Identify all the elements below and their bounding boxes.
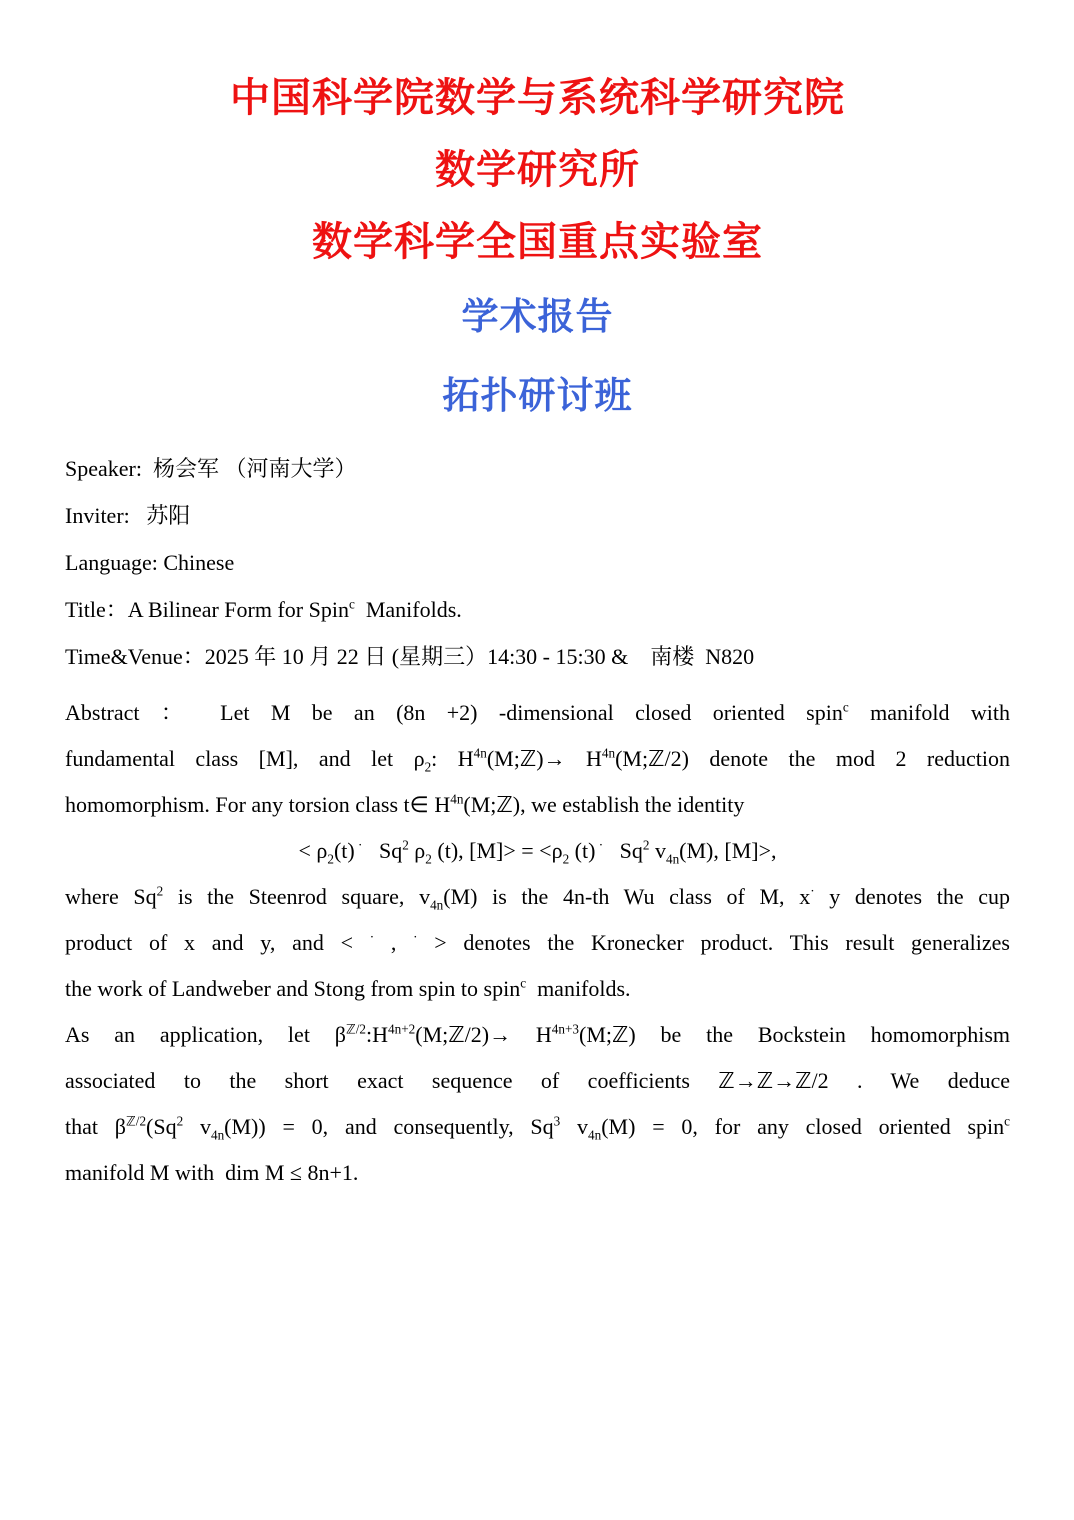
heading-academic-report: 学术报告 [461,297,614,338]
heading-laboratory: 数学科学全国重点实验室 [312,219,763,264]
abstract-line-3: homomorphism. For any torsion class t∈ $H^{4n}(M;ℤ)$, we establish the identity [65,791,745,817]
bilinear-form-equation: < $\rho_2(t)$ · Sq$^2$ $\rho_2$ (t), $[M]> = <\rho_2$ (t) · Sq$^2$ $v_{4n}(M)$, [M]>, [298,837,777,867]
time-venue-line: Time&Venue：2025 年 10 月 22 日 (星期三）14:30 - 15:30 & 南楼 N820 [65,644,755,669]
abstract-line-7: the work of Landweber and Stong from spin to spin$^c$ manifolds. [65,975,631,1001]
seminar-heading-group [65,278,1010,436]
abstract-line-9: associated to the short exact sequence of coefficients ℤ→ℤ→ℤ/2 . We deduce [65,1068,1010,1093]
seminar-info-section [65,445,1010,680]
title-line: Title：A Bilinear Form for Spin$^c$ Manifolds. [65,596,462,622]
abstract-line-5: where Sq$^2$ is the Steenrod square, $v_{4n}(M)$ is the 4n-th Wu class of M, x· y denotes the cup [65,883,1010,913]
abstract-line-8: As an application, let $\beta^{ℤ/2}:H^{4n+2}(M;ℤ/2)\to$ $H^{4n+3}(M;ℤ)$ be the Bockstein homomorphism [65,1021,1010,1047]
heading-institute: 数学研究所 [435,147,640,192]
speaker-line: Speaker: 杨会军 （河南大学） [65,456,357,481]
abstract-line-2: fundamental class [M], and let $\rho_2$: $H^{4n}(M;ℤ)\to$ $H^{4n}(M;ℤ/2)$ denote the mod 2 reduction [65,745,1011,775]
abstract-line-10: that $\beta^{ℤ/2}(Sq^2$ $v_{4n}(M)) = 0$, and consequently, Sq$^3$ $v_{4n}(M) = 0$, for any closed oriented spin$^c$ [65,1113,1011,1143]
abstract-section [65,690,1010,1196]
language-line: Language: Chinese [65,550,235,575]
heading-academy: 中国科学院数学与系统科学研究院 [230,75,845,120]
abstract-line-1: Abstract ： Let M be an (8n +2) -dimensional closed oriented spin$^c$ manifold with [65,699,1010,725]
inviter-line: Inviter: 苏阳 [65,503,191,528]
heading-topology-seminar: 拓扑研讨班 [442,376,633,417]
institute-heading-group [65,62,1010,278]
abstract-line-11: manifold M with dim M ≤ 8n+1. [65,1160,359,1185]
abstract-line-6: product of x and y, and < · , · > denotes the Kronecker product. This result generalizes [65,929,1010,955]
